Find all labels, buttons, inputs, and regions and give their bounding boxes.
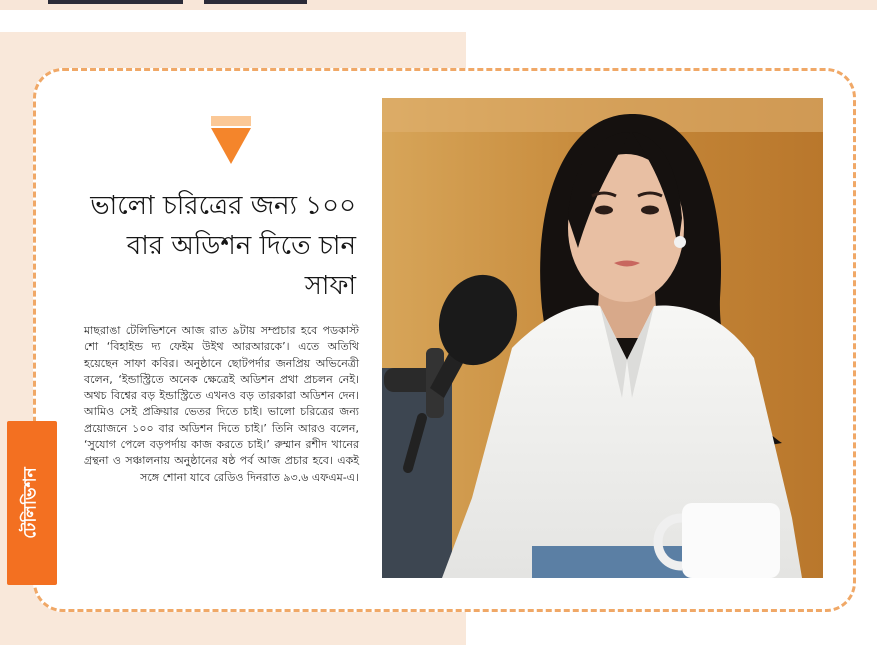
section-tab	[7, 421, 57, 585]
section-label: টেলিভিশন	[21, 467, 41, 539]
prev-image-thumb-1	[48, 0, 183, 4]
article-body: মাছরাঙা টেলিভিশনে আজ রাত ৯টায় সম্প্রচার হবে পডকাস্ট শো ‘বিহাইন্ড দ্য ফেইম উইথ আরআরকে’। এতে অতিথি হয়েছেন সাফা কবির। অনুষ্ঠানে ছোটপর্দার জনপ্রিয় অভিনেত্রী বলেন, ‘ইন্ডাস্ট্রিতে অনেক ক্ষেত্রেই অডিশন প্রথা প্রচলন নেই। অথচ বিশ্বের বড় ইন্ডাস্ট্রিতে এখনও বড় তারকারা অডিশন দেন। আমিও সেই প্রক্রিয়ার ভেতর দিতে চাই। ভালো চরিত্রের জন্য প্রয়োজনে ১০০ বার অডিশন দিতে চাই।’ তিনি আরও বলেন, ‘সুযোগ পেলে বড়পর্দায় কাজ করতে চাই।’ রুম্মান রশীদ খানের গ্রন্থনা ও সঞ্চালনায় অনুষ্ঠানের ষষ্ঠ পর্ব আজ প্রচার হবে। একই সঙ্গে শোনা যাবে রেডিও দিনরাত ৯৩.৬ এফএম-এ।	[84, 324, 359, 484]
headline: ভালো চরিত্রের জন্য ১০০ বার অডিশন দিতে চান সাফা	[90, 191, 356, 301]
article-photo	[382, 98, 823, 578]
prev-image-thumb-2	[204, 0, 307, 4]
down-triangle-icon	[211, 116, 251, 164]
